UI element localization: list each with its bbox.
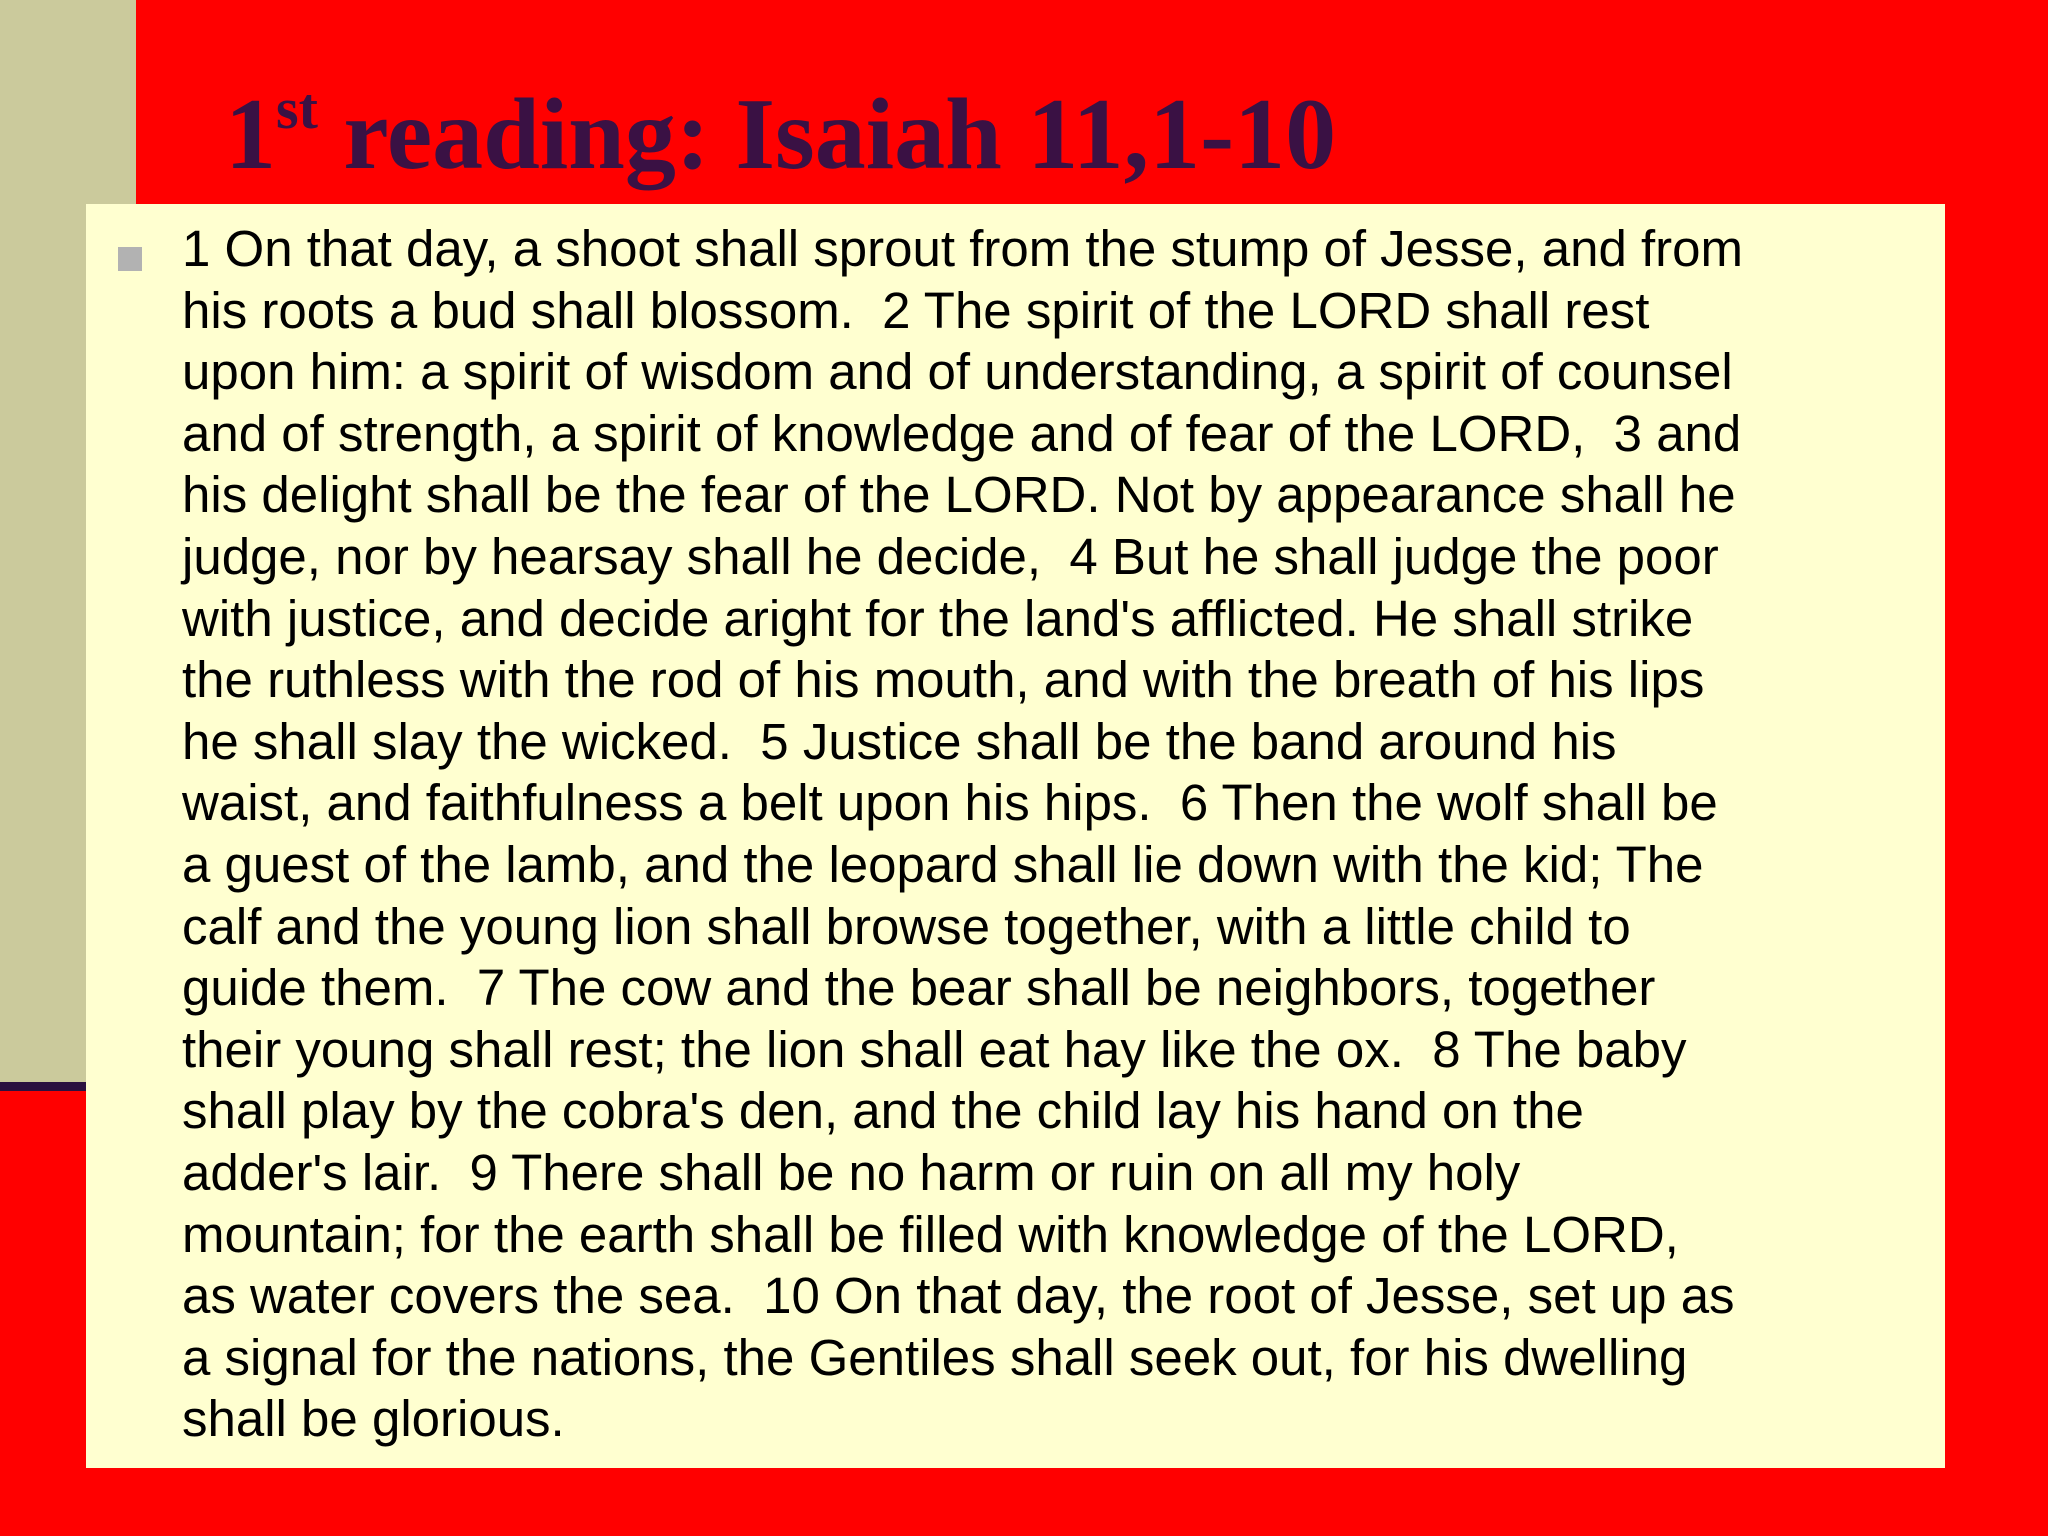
reading-line: with justice, and decide aright for the land's afflicted. He shall strike	[182, 589, 1694, 647]
reading-line: he shall slay the wicked. 5 Justice shall be the band around his	[182, 712, 1617, 770]
reading-line: a signal for the nations, the Gentiles shall seek out, for his dwelling	[182, 1328, 1688, 1386]
square-bullet-icon	[118, 247, 142, 271]
reading-line: their young shall rest; the lion shall eat hay like the ox. 8 The baby	[182, 1020, 1687, 1078]
reading-line: shall play by the cobra's den, and the child lay his hand on the	[182, 1082, 1584, 1140]
reading-line: a guest of the lamb, and the leopard shall lie down with the kid; The	[182, 835, 1704, 893]
title-superscript: st	[276, 76, 318, 141]
content-box	[86, 204, 1945, 1468]
reading-line: shall be glorious.	[182, 1390, 565, 1448]
reading-line: waist, and faithfulness a belt upon his hips. 6 Then the wolf shall be	[182, 774, 1718, 832]
reading-line: his roots a bud shall blossom. 2 The spirit of the LORD shall rest	[182, 281, 1650, 339]
reading-line: his delight shall be the fear of the LORD. Not by appearance shall he	[182, 466, 1736, 524]
reading-line: 1 On that day, a shoot shall sprout from the stump of Jesse, and from	[182, 220, 1744, 277]
title-prefix: 1	[225, 78, 276, 191]
slide-title	[225, 76, 1337, 191]
reading-line: adder's lair. 9 There shall be no harm or ruin on all my holy	[182, 1143, 1521, 1201]
reading-line: judge, nor by hearsay shall he decide, 4 But he shall judge the poor	[182, 527, 1719, 585]
title-text: reading: Isaiah 11,1-10	[317, 78, 1337, 191]
reading-line: calf and the young lion shall browse together, with a little child to	[182, 897, 1631, 955]
reading-line: and of strength, a spirit of knowledge and of fear of the LORD, 3 and	[182, 404, 1742, 462]
reading-line: the ruthless with the rod of his mouth, and with the breath of his lips	[182, 651, 1705, 709]
reading-text	[182, 218, 1934, 1450]
reading-line: mountain; for the earth shall be filled with knowledge of the LORD,	[182, 1205, 1679, 1263]
reading-line: as water covers the sea. 10 On that day, the root of Jesse, set up as	[182, 1267, 1735, 1325]
reading-line: upon him: a spirit of wisdom and of understanding, a spirit of counsel	[182, 343, 1733, 401]
reading-line: guide them. 7 The cow and the bear shall be neighbors, together	[182, 959, 1656, 1017]
